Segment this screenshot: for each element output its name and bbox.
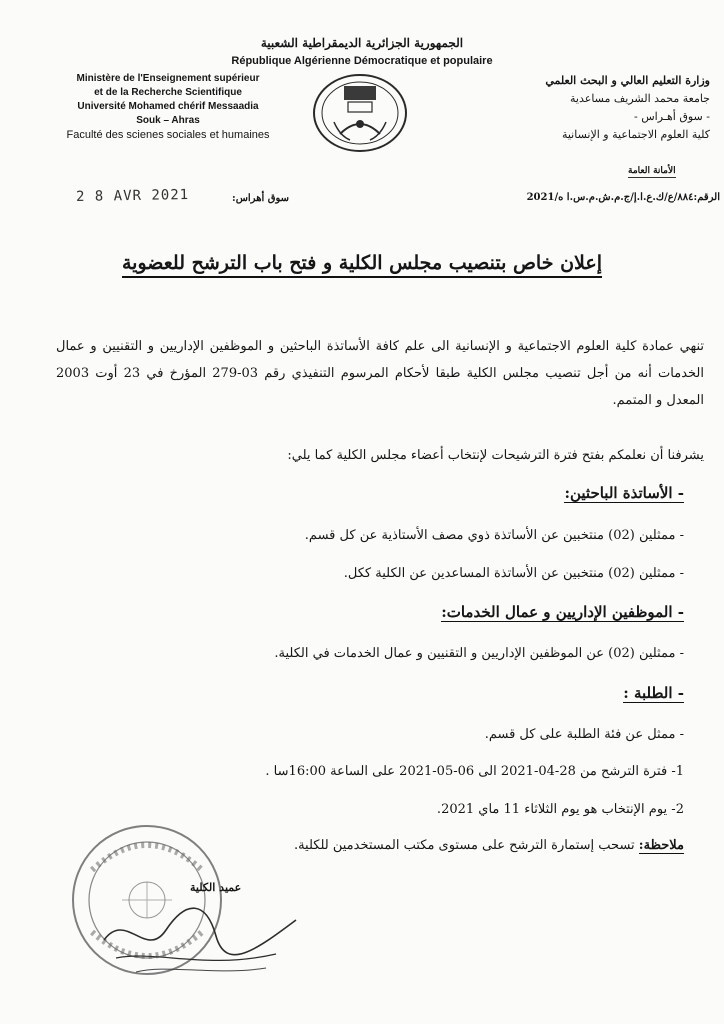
list-item: - ممثلين (02) منتخبين عن الأساتذة المساعدين عن الكلية ككل. [343, 566, 684, 581]
document-title-text: إعلان خاص بتنصيب مجلس الكلية و فتح باب الترشح للعضوية [122, 252, 602, 278]
list-item: - ممثل عن فئة الطلبة على كل قسم. [484, 727, 684, 742]
faculty-line-ar: كلية العلوم الاجتماعية و الإنسانية [561, 128, 710, 141]
secretariat-label: الأمانة العامة [628, 166, 676, 176]
candidacy-period-note: 1- فترة الترشح من 28-04-2021 الى 06-05-2021 على الساعة 16:00سا . [265, 764, 684, 779]
section-staff-heading [441, 603, 684, 621]
reference-number: الرقم:٨٨٤/ع/ك.ع.ا.إ/ج.م.ش.م.س.ا ه/2021 [526, 192, 720, 203]
ministry-line-ar: وزارة التعليم العالي و البحث العلمي [545, 74, 710, 87]
call-paragraph: يشرفنا أن نعلمكم بفتح فترة الترشيحات لإنتخاب أعضاء مجلس الكلية كما يلي: [287, 448, 704, 463]
faculty-line: Faculté des scienes sociales et humaines [66, 129, 270, 141]
section-researchers-heading [564, 484, 684, 502]
place-label: سوق أهراس: [232, 193, 290, 204]
dean-label: عميد الكلية [190, 881, 242, 894]
remark-label: ملاحظة: [638, 838, 684, 853]
institution-block-fr [48, 72, 288, 142]
republic-title-fr: République Algérienne Démocratique et populaire [231, 55, 493, 67]
list-item: - ممثلين (02) منتخبين عن الأساتذة ذوي مصف الأستاذية عن كل قسم. [304, 528, 684, 543]
section-students-heading [623, 684, 684, 702]
section-researchers-heading-text: - الأساتذة الباحثين: [564, 484, 684, 502]
research-line: et de la Recherche Scientifique [94, 87, 242, 98]
republic-title-ar: الجمهورية الجزائرية الديمقراطية الشعبية [260, 36, 464, 50]
city-line: Souk – Ahras [136, 115, 200, 126]
university-line-ar: جامعة محمد الشريف مساعدية [570, 92, 710, 105]
ministry-line: Ministère de l'Enseignement supérieur [76, 73, 260, 84]
university-line: Université Mohamed chérif Messaadia [77, 101, 259, 112]
intro-paragraph: تنهي عمادة كلية العلوم الاجتماعية و الإنسانية الى علم كافة الأساتذة الباحثين و الموظفين الإداريين و التقنيين و عمال الخدمات أنه من أجل تنصيب مجلس الكلية طبقا لأحكام المرسوم التنفيذي رقم 03-279 المؤرخ في 23 أوت 2003 المعدل و المتمم. [56, 339, 705, 408]
list-item: - ممثلين (02) عن الموظفين الإداريين و التقنيين و عمال الخدمات في الكلية. [274, 646, 684, 661]
document-title [0, 252, 724, 274]
city-line-ar: - سوق أهـراس - [634, 110, 710, 123]
section-students-heading-text: - الطلبة : [623, 684, 684, 702]
section-staff-heading-text: - الموظفين الإداريين و عمال الخدمات: [441, 603, 684, 621]
handwritten-signature-icon [96, 880, 306, 980]
university-logo-icon [310, 72, 410, 154]
institution-block-ar [470, 72, 710, 144]
date-stamp: 2 8 AVR 2021 [75, 187, 190, 205]
election-day-note: 2- يوم الإنتخاب هو يوم الثلاثاء 11 ماي 2021. [436, 802, 684, 817]
remark-text: تسحب إستمارة الترشح على مستوى مكتب المستخدمين للكلية. [293, 838, 639, 853]
